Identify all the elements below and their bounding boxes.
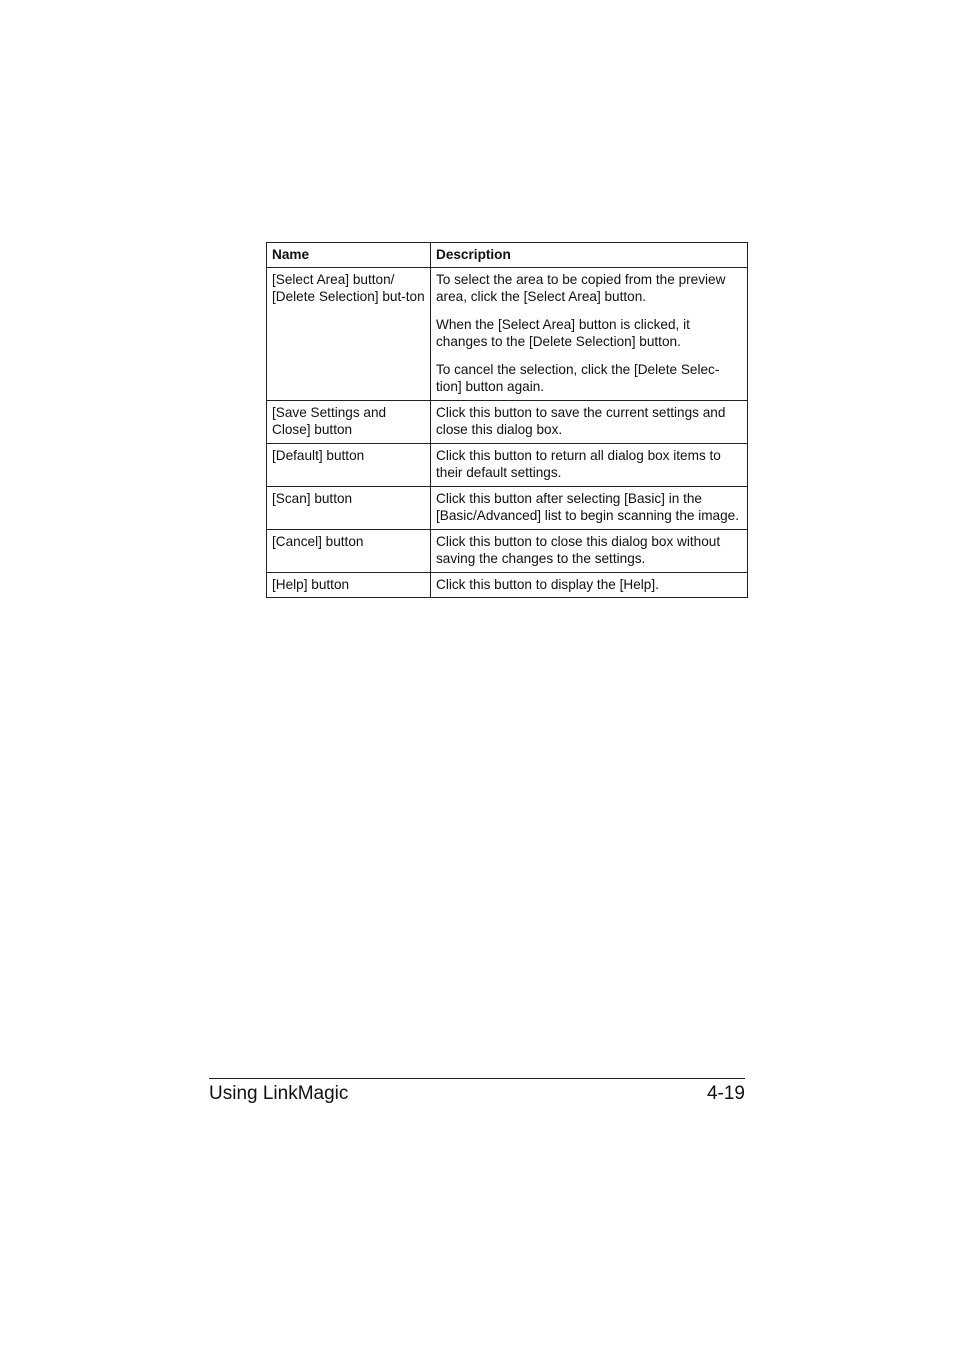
description-paragraph: Click this button to return all dialog box items to their default settings. <box>436 447 721 480</box>
row-description <box>431 400 748 443</box>
description-paragraph: To select the area to be copied from the preview area, click the [Select Area] button. <box>436 271 726 304</box>
description-paragraph: Click this button after selecting [Basic] in the [Basic/Advanced] list to begin scanning the image. <box>436 490 740 523</box>
table-row <box>267 443 748 486</box>
footer-divider <box>209 1078 745 1079</box>
table-row <box>267 267 748 400</box>
row-name: [Scan] button <box>267 486 431 529</box>
row-description <box>431 443 748 486</box>
table-row <box>267 486 748 529</box>
row-description <box>431 486 748 529</box>
table-row <box>267 400 748 443</box>
table-row <box>267 529 748 572</box>
description-paragraph: Click this button to display the [Help]. <box>436 576 659 592</box>
table-row <box>267 572 748 598</box>
row-description <box>431 529 748 572</box>
row-name: [Save Settings and Close] button <box>267 400 431 443</box>
table-header-row <box>267 243 748 268</box>
button-description-table <box>266 242 748 598</box>
row-name: [Cancel] button <box>267 529 431 572</box>
header-description: Description <box>431 243 748 268</box>
description-paragraph: To cancel the selection, click the [Delete Selec-tion] button again. <box>436 361 720 394</box>
row-name: [Select Area] button/ [Delete Selection] but-ton <box>267 267 431 400</box>
footer-page-number: 4-19 <box>706 1083 745 1104</box>
footer-section-title: Using LinkMagic <box>209 1083 349 1104</box>
row-name: [Default] button <box>267 443 431 486</box>
row-description <box>431 572 748 598</box>
description-paragraph: Click this button to close this dialog box without saving the changes to the settings. <box>436 533 721 566</box>
row-description <box>431 267 748 400</box>
header-name: Name <box>267 243 431 268</box>
description-paragraph: Click this button to save the current settings and close this dialog box. <box>436 404 726 437</box>
description-paragraph: When the [Select Area] button is clicked, it changes to the [Delete Selection] button. <box>436 316 690 349</box>
row-name: [Help] button <box>267 572 431 598</box>
